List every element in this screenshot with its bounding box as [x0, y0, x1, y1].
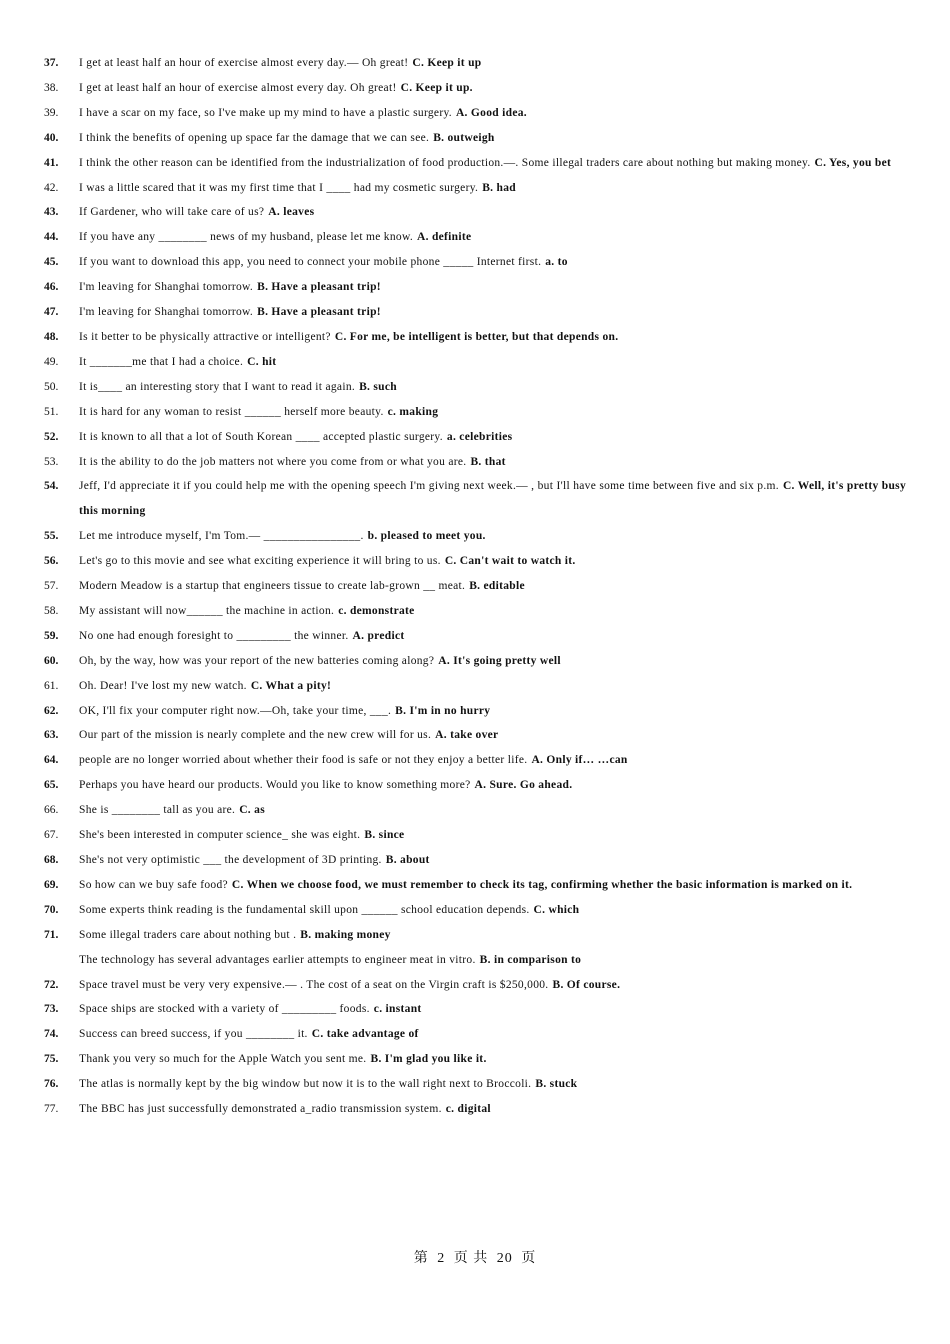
question-text: She's not very optimistic ___ the development of 3D printing.	[79, 854, 382, 866]
question-body	[79, 250, 906, 275]
answer-text: B. Of course.	[552, 978, 621, 991]
question-body	[79, 1047, 906, 1072]
question-item	[44, 151, 906, 176]
answer-text: A. Good idea.	[455, 106, 527, 119]
question-text: It is____ an interesting story that I want to read it again.	[79, 380, 356, 393]
question-number: 67.	[44, 829, 59, 842]
answer-text: C. Can't wait to watch it.	[444, 555, 576, 568]
question-body	[79, 474, 906, 524]
answer-text: C. hit	[247, 355, 277, 368]
answer-text: A. definite	[417, 231, 472, 244]
question-number: 76.	[44, 1078, 59, 1091]
question-number: 63.	[44, 729, 59, 742]
answer-text: B. that	[470, 455, 506, 468]
answer-text: C. For me, be intelligent is better, but that depends on.	[334, 330, 619, 343]
question-body	[79, 923, 906, 948]
question-text: If Gardener, who will take care of us?	[79, 206, 265, 219]
answer-text: A. leaves	[268, 206, 315, 219]
question-item	[44, 549, 906, 574]
question-body	[79, 549, 906, 574]
page-footer	[0, 1247, 950, 1267]
answer-text: b. pleased to meet you.	[367, 530, 486, 543]
question-number: 44.	[44, 231, 59, 244]
question-body	[79, 375, 906, 400]
question-body	[79, 200, 906, 225]
question-text: I think the other reason can be identified from the industrialization of food production.—. Some illegal traders care about nothing but making money.	[79, 156, 811, 169]
answer-text: c. digital	[445, 1103, 491, 1116]
answer-text: C. Keep it up.	[400, 81, 473, 94]
answer-text: A. Sure. Go ahead.	[474, 779, 573, 792]
question-text: Modern Meadow is a startup that engineers tissue to create lab-grown __ meat.	[79, 580, 466, 593]
question-body	[79, 873, 906, 898]
answer-text: c. demonstrate	[338, 604, 415, 617]
question-body	[79, 300, 906, 325]
question-text: Some illegal traders care about nothing but .	[79, 928, 297, 941]
question-item	[44, 51, 906, 76]
question-text: She is ________ tall as you are.	[79, 804, 236, 817]
question-number: 41.	[44, 156, 59, 169]
question-text: I get at least half an hour of exercise almost every day. Oh great!	[79, 81, 397, 94]
question-item	[44, 773, 906, 798]
question-number: 70.	[44, 903, 59, 916]
question-number: 47.	[44, 306, 59, 319]
question-text: I was a little scared that it was my first time that I ____ had my cosmetic surgery.	[79, 181, 479, 194]
question-number: 49.	[44, 355, 59, 368]
question-text: Success can breed success, if you ________ it.	[79, 1028, 308, 1041]
question-number: 38.	[44, 81, 59, 94]
question-text: It is the ability to do the job matters not where you come from or what you are.	[79, 455, 467, 468]
answer-text: B. had	[482, 181, 516, 194]
question-text: The technology has several advantages earlier attempts to engineer meat in vitro.	[79, 953, 476, 966]
question-text: OK, I'll fix your computer right now.—Oh, take your time, ___.	[79, 704, 392, 717]
answer-text: A. Only if… …can	[531, 754, 628, 767]
answer-text: a. to	[545, 256, 568, 269]
question-body	[79, 51, 906, 76]
question-number: 55.	[44, 530, 59, 543]
question-item	[44, 250, 906, 275]
question-number: 61.	[44, 679, 59, 692]
question-number: 75.	[44, 1053, 59, 1066]
question-text: I'm leaving for Shanghai tomorrow.	[79, 281, 254, 294]
answer-text: C. which	[533, 903, 580, 916]
question-item	[44, 275, 906, 300]
question-item	[44, 524, 906, 549]
question-item	[44, 748, 906, 773]
answer-text: C. as	[239, 804, 265, 817]
question-number: 52.	[44, 430, 59, 443]
question-text: Let me introduce myself, I'm Tom.— ________________.	[79, 530, 364, 543]
question-body	[79, 748, 906, 773]
answer-text: B. Have a pleasant trip!	[257, 306, 381, 319]
question-body	[79, 176, 906, 201]
question-number: 58.	[44, 604, 59, 617]
question-item	[44, 948, 906, 973]
question-item	[44, 574, 906, 599]
question-item	[44, 474, 906, 524]
question-body	[79, 1097, 906, 1122]
answer-text: A. take over	[435, 729, 499, 742]
question-item	[44, 599, 906, 624]
question-text: people are no longer worried about whether their food is safe or not they enjoy a better life.	[79, 754, 528, 767]
question-item	[44, 450, 906, 475]
question-item	[44, 723, 906, 748]
question-body	[79, 126, 906, 151]
answer-text: B. making money	[300, 928, 391, 941]
question-body	[79, 773, 906, 798]
footer-prefix: 第	[413, 1251, 429, 1266]
question-item	[44, 325, 906, 350]
question-number: 42.	[44, 181, 59, 194]
answer-text: C. Keep it up	[412, 57, 482, 69]
answer-text: B. stuck	[535, 1078, 578, 1091]
answer-text: B. in comparison to	[479, 953, 582, 966]
question-text: She's been interested in computer science_ she was eight.	[79, 829, 361, 842]
question-text: I get at least half an hour of exercise almost every day.— Oh great!	[79, 57, 409, 69]
question-number: 54.	[44, 480, 59, 493]
question-item	[44, 898, 906, 923]
question-number: 73.	[44, 1003, 59, 1016]
question-body	[79, 898, 906, 923]
question-number: 40.	[44, 131, 59, 144]
answer-text: B. I'm glad you like it.	[370, 1053, 487, 1066]
question-text: I'm leaving for Shanghai tomorrow.	[79, 306, 254, 319]
answer-text: c. instant	[373, 1003, 422, 1016]
answer-text: B. outweigh	[433, 131, 495, 144]
question-body	[79, 425, 906, 450]
footer-mid: 页 共	[453, 1251, 489, 1266]
question-number: 71.	[44, 928, 59, 941]
question-item	[44, 1072, 906, 1097]
question-number: 37.	[44, 57, 59, 69]
question-number: 45.	[44, 256, 59, 269]
footer-total-pages: 20	[496, 1251, 513, 1266]
question-item	[44, 873, 906, 898]
question-item	[44, 1047, 906, 1072]
question-list	[44, 51, 906, 1122]
question-number: 50.	[44, 380, 59, 393]
question-number: 66.	[44, 804, 59, 817]
question-text: So how can we buy safe food?	[79, 878, 228, 891]
question-number: 46.	[44, 281, 59, 294]
question-text: Perhaps you have heard our products. Would you like to know something more?	[79, 779, 471, 792]
question-text: Oh, by the way, how was your report of the new batteries coming along?	[79, 654, 435, 667]
answer-text: a. celebrities	[446, 430, 513, 443]
question-number: 60.	[44, 654, 59, 667]
question-text: Jeff, I'd appreciate it if you could help me with the opening speech I'm giving next week.— , but I'll have some time between five and six p.m.	[79, 480, 779, 493]
question-text: The BBC has just successfully demonstrated a_radio transmission system.	[79, 1103, 442, 1116]
question-body	[79, 225, 906, 250]
question-item	[44, 126, 906, 151]
question-body	[79, 723, 906, 748]
question-body	[79, 450, 906, 475]
question-body	[79, 624, 906, 649]
question-item	[44, 649, 906, 674]
question-number: 72.	[44, 978, 59, 991]
question-body	[79, 948, 906, 973]
footer-suffix: 页	[521, 1251, 537, 1266]
question-body	[79, 325, 906, 350]
question-text: Some experts think reading is the fundamental skill upon ______ school education depends.	[79, 903, 530, 916]
question-body	[79, 674, 906, 699]
question-text: My assistant will now______ the machine in action.	[79, 604, 335, 617]
question-item	[44, 997, 906, 1022]
question-number: 51.	[44, 405, 59, 418]
question-body	[79, 76, 906, 101]
question-body	[79, 649, 906, 674]
question-body	[79, 574, 906, 599]
question-number: 74.	[44, 1028, 59, 1041]
question-item	[44, 674, 906, 699]
answer-text: A. It's going pretty well	[438, 654, 561, 667]
answer-text: C. Well, it's pretty busy this morning	[79, 480, 906, 518]
question-number: 77.	[44, 1103, 59, 1116]
answer-text: C. take advantage of	[311, 1028, 419, 1041]
question-item	[44, 848, 906, 873]
question-number: 69.	[44, 878, 59, 891]
question-text: I think the benefits of opening up space far the damage that we can see.	[79, 131, 430, 144]
answer-text: B. editable	[469, 580, 525, 593]
question-item	[44, 923, 906, 948]
question-number: 39.	[44, 106, 59, 119]
question-item	[44, 823, 906, 848]
question-body	[79, 275, 906, 300]
question-item	[44, 624, 906, 649]
question-text: Let's go to this movie and see what exciting experience it will bring to us.	[79, 555, 441, 568]
question-text: It is known to all that a lot of South Korean ____ accepted plastic surgery.	[79, 430, 443, 443]
question-item	[44, 1022, 906, 1047]
question-body	[79, 973, 906, 998]
question-text: The atlas is normally kept by the big window but now it is to the wall right next to Broccoli.	[79, 1078, 532, 1091]
question-item	[44, 225, 906, 250]
question-body	[79, 400, 906, 425]
answer-text: C. When we choose food, we must remember to check its tag, confirming whether the basic information is marked on it.	[231, 878, 853, 891]
question-number	[44, 948, 79, 973]
question-item	[44, 176, 906, 201]
question-body	[79, 599, 906, 624]
question-text: Thank you very so much for the Apple Watch you sent me.	[79, 1053, 367, 1066]
question-number: 65.	[44, 779, 59, 792]
question-item	[44, 425, 906, 450]
question-item	[44, 699, 906, 724]
answer-text: B. such	[359, 380, 397, 393]
question-item	[44, 350, 906, 375]
question-text: Is it better to be physically attractive or intelligent?	[79, 330, 331, 343]
question-text: It is hard for any woman to resist ______ herself more beauty.	[79, 405, 384, 418]
question-body	[79, 823, 906, 848]
question-text: If you want to download this app, you need to connect your mobile phone _____ Internet first.	[79, 256, 542, 269]
answer-text: B. I'm in no hurry	[395, 704, 491, 717]
question-item	[44, 400, 906, 425]
question-number: 62.	[44, 704, 59, 717]
question-body	[79, 699, 906, 724]
question-body	[79, 798, 906, 823]
answer-text: c. making	[387, 405, 439, 418]
question-item	[44, 76, 906, 101]
question-text: No one had enough foresight to _________ the winner.	[79, 629, 349, 642]
question-item	[44, 973, 906, 998]
answer-text: C. What a pity!	[250, 679, 332, 692]
question-text: Space travel must be very very expensive.— . The cost of a seat on the Virgin craft is $250,000.	[79, 978, 549, 991]
answer-text: A. predict	[352, 629, 405, 642]
question-body	[79, 350, 906, 375]
question-body	[79, 524, 906, 549]
question-body	[79, 151, 906, 176]
question-text: I have a scar on my face, so I've make up my mind to have a plastic surgery.	[79, 106, 452, 119]
question-body	[79, 1072, 906, 1097]
question-text: It _______me that I had a choice.	[79, 355, 244, 368]
question-item	[44, 101, 906, 126]
question-text: Oh. Dear! I've lost my new watch.	[79, 679, 247, 692]
question-number: 48.	[44, 330, 59, 343]
question-item	[44, 375, 906, 400]
question-text: If you have any ________ news of my husband, please let me know.	[79, 231, 413, 244]
question-item	[44, 200, 906, 225]
question-item	[44, 798, 906, 823]
answer-text: B. since	[364, 829, 405, 842]
question-number: 57.	[44, 580, 59, 593]
question-number: 64.	[44, 754, 59, 767]
question-number: 56.	[44, 555, 59, 568]
question-text: Space ships are stocked with a variety of _________ foods.	[79, 1003, 370, 1016]
footer-page-number: 2	[437, 1251, 446, 1266]
question-item	[44, 300, 906, 325]
question-item	[44, 1097, 906, 1122]
question-body	[79, 848, 906, 873]
question-body	[79, 1022, 906, 1047]
question-number: 53.	[44, 455, 59, 468]
answer-text: C. Yes, you bet	[814, 156, 892, 169]
question-number: 68.	[44, 854, 59, 866]
question-number: 59.	[44, 629, 59, 642]
question-body	[79, 997, 906, 1022]
question-text: Our part of the mission is nearly complete and the new crew will for us.	[79, 729, 432, 742]
answer-text: B. Have a pleasant trip!	[257, 281, 381, 294]
answer-text: B. about	[385, 854, 430, 866]
question-number: 43.	[44, 206, 59, 219]
question-body	[79, 101, 906, 126]
